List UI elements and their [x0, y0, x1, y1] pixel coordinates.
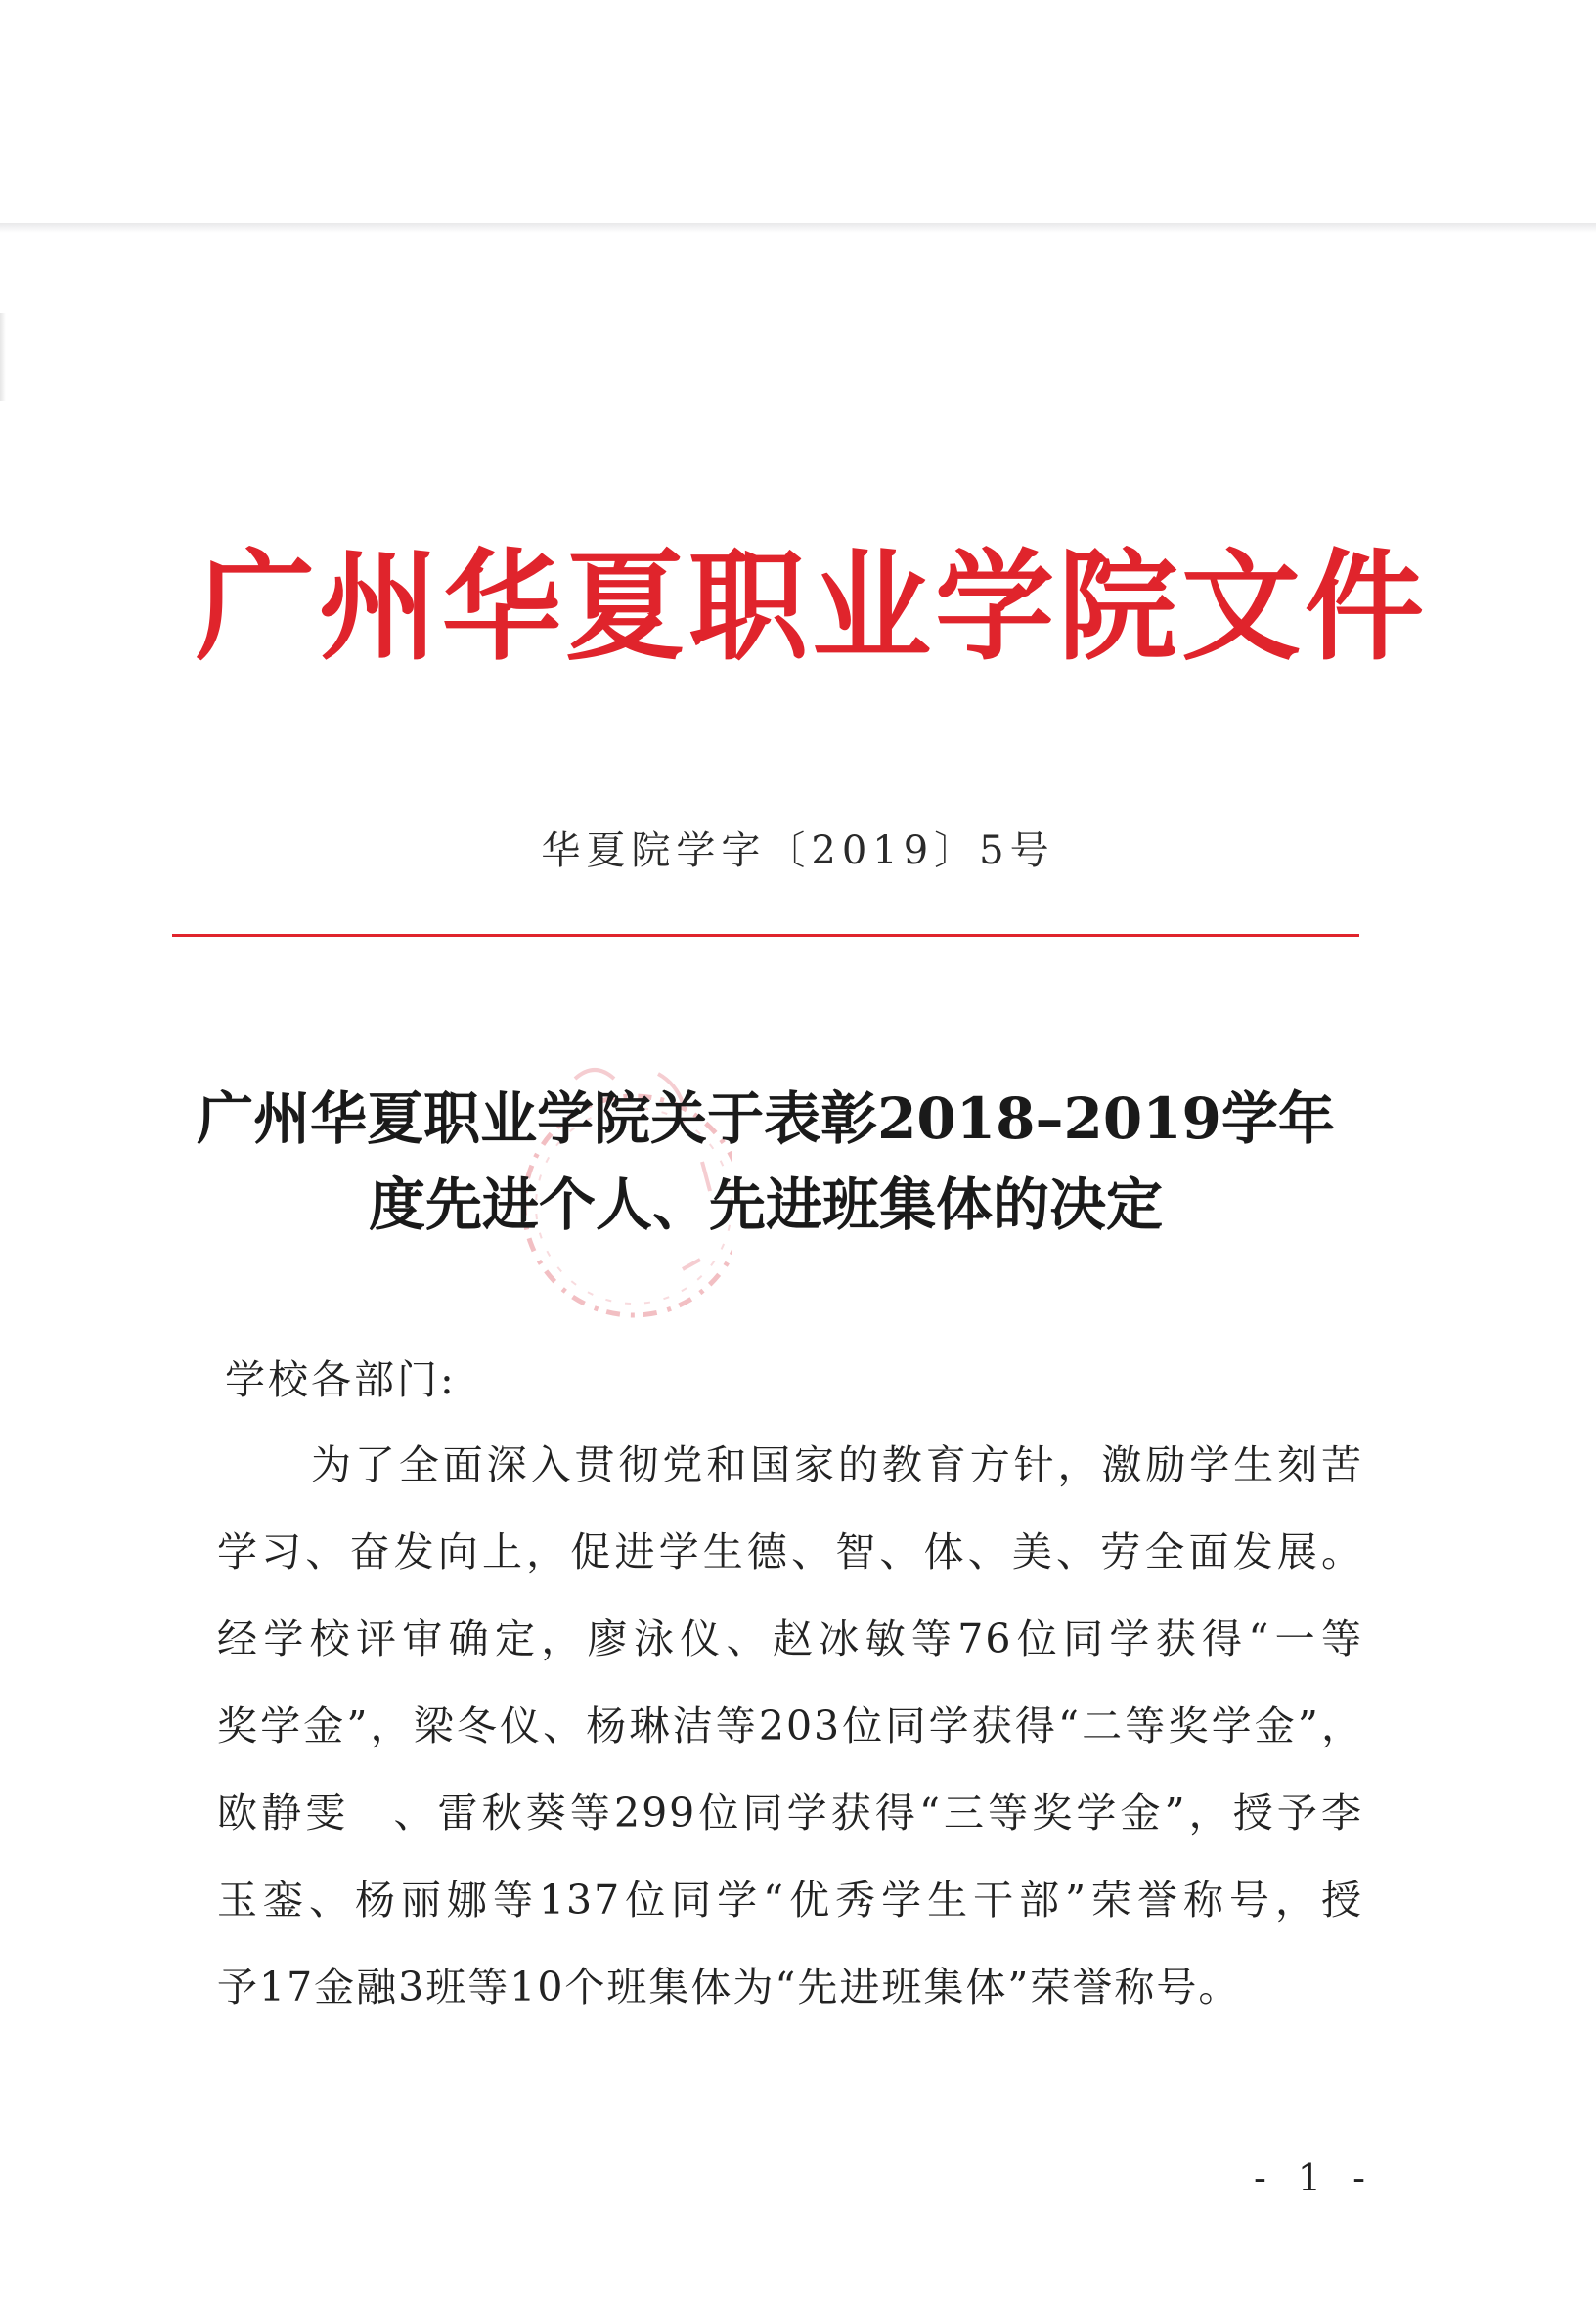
- salutation: 学校各部门:: [225, 1356, 457, 1403]
- decision-title: [172, 1076, 1359, 1248]
- body-line-4: 奖学金”，梁冬仪、杨琳洁等203位同学获得“二等奖学金”，: [217, 1703, 1363, 1749]
- decision-title-line-2: 度先进个人、先进班集体的决定: [368, 1172, 1163, 1238]
- body-line-1: 为了全面深入贯彻党和国家的教育方针，激励学生刻苦: [311, 1441, 1363, 1488]
- header-red-rule: [172, 934, 1359, 937]
- scan-shadow-band: [0, 223, 1596, 233]
- body-line-6: 玉銮、杨丽娜等137位同学“优秀学生干部”荣誉称号，授: [217, 1877, 1363, 1924]
- body-line-5: 欧静雯 、雷秋葵等299位同学获得“三等奖学金”，授予李: [217, 1790, 1363, 1836]
- body-line-2: 学习、奋发向上，促进学生德、智、体、美、劳全面发展。: [217, 1528, 1363, 1575]
- document-number: 华夏院学字〔2019〕5号: [541, 828, 1055, 873]
- body-paragraph: [217, 1436, 1363, 2045]
- decision-title-line-1: 广州华夏职业学院关于表彰2018–2019学年: [197, 1085, 1335, 1152]
- document-header-title: 广州华夏职业学院文件: [196, 536, 1428, 677]
- scan-edge-mark: [0, 313, 6, 401]
- body-line-3: 经学校评审确定，廖泳仪、赵冰敏等76位同学获得“一等: [217, 1615, 1363, 1662]
- page-number: - 1 -: [1254, 2156, 1376, 2199]
- body-line-7: 予17金融3班等10个班集体为“先进班集体”荣誉称号。: [217, 1964, 1241, 2011]
